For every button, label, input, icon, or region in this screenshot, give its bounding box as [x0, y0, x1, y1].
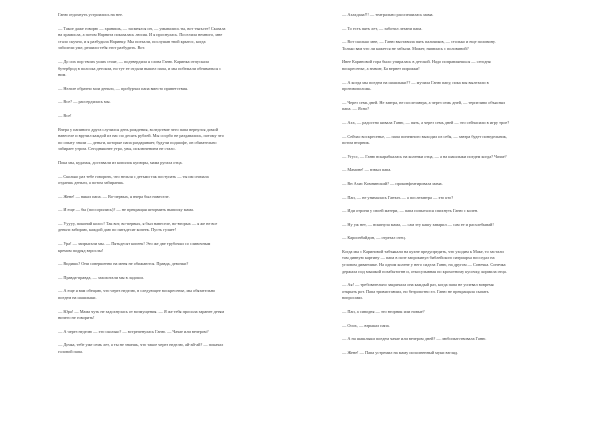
- paragraph: [342, 350, 588, 357]
- text-line: заболели уже, решили тебя этот разбудить. Вот.: [58, 45, 146, 51]
- text-line: — То есть пятъ лет, — заботил лезани папа.: [342, 25, 423, 31]
- text-line: — Ахахдааа!!! — театрально расспешилась мама.: [342, 12, 434, 17]
- text-line: — Через семь дней. Не завтра, не послезавтра, а через семь дней, — терпеливо объяснял: [342, 99, 505, 105]
- text-line: по опыту знали — деньги, которые папа раздаривает, будучи подшофе, он обязательно: [58, 139, 217, 145]
- paragraph: [58, 160, 304, 167]
- text-line: — Жене! — Папа устремил на маму исполненный муки взгляд.: [342, 349, 459, 355]
- text-line: — Пап, — не унималась Ганъть — а послезавтра — это кто?: [342, 194, 454, 200]
- text-line: Пока мы, кудахъя, доставали из копилок купюры, мама ругала отца.: [58, 159, 183, 165]
- text-line: Ивее Кариновой гора было упиралась в детской. Надо поправляешься — сегодня: [342, 59, 491, 65]
- paragraph: [58, 329, 304, 336]
- text-line: — А еще я вам обещаю, что через неделю, в следующее воскресенье, мы обязательно: [58, 288, 216, 294]
- text-line: — Все!: [58, 112, 72, 118]
- text-line: потом вторник.: [342, 140, 370, 146]
- text-line: открыть рот. Папа тривиставчил, но безропотно ел. Ганю не прекращала сыпать: [342, 288, 489, 294]
- text-line: держала под мышкой позабытогвн и, откосулывная по крохотному кусочку, кормила отца.: [342, 268, 507, 274]
- text-line: на храмисла, а потом Нарнита показалась люсия. И я проснулась. Поселила немного, мне: [58, 32, 223, 38]
- paragraph: [342, 80, 588, 93]
- text-line: — Угусс, — Ганю вскарабкалась на коленки отца, — а на шашлыки поедем когда? Чачае?: [342, 153, 507, 159]
- paragraph: [58, 26, 304, 52]
- text-line: — Видишь? Они совершенно на меня не обижаются. Правда, девочки?: [58, 261, 189, 267]
- text-line: Только вам что ли кажется не забыли. Может, няпвлась с половиной?: [342, 45, 469, 51]
- paragraph: [342, 167, 588, 174]
- paragraph: [342, 222, 588, 229]
- text-line: — Ура! — запрыгали мы. — Пятьдесят копеек! Это же две трубочки со сливочным: [58, 241, 211, 247]
- paragraph: [342, 12, 588, 19]
- paragraph: [342, 120, 588, 127]
- text-line: — Вот сколько мне, — Ганю выставила пять пальчиков, — столько и еще половину.: [342, 39, 496, 45]
- text-line: — Пап, а сиводня — это вторник или новые?: [342, 309, 425, 315]
- text-line: Ганю отдохнуть устроились на нее.: [58, 12, 123, 17]
- paragraph: [342, 336, 588, 343]
- paragraph: [342, 323, 588, 330]
- text-line: воскресенье, а значит, Ба вернет пирожки!: [342, 65, 420, 71]
- text-line: — Жене! — вякал папа. — Во-первых, я вчера был навеселе.: [58, 193, 170, 199]
- paragraph: [58, 221, 304, 234]
- text-line: — Иди отрони у своей матери, — папа попытался спихнуть Ганю с колен.: [342, 208, 479, 214]
- text-line: — И еще — бы (поссорились)? — не прекращая штормить выписку мама.: [58, 207, 195, 213]
- text-line: отдаешь деньги, а потом забираешь.: [58, 180, 125, 186]
- text-line: — А когда мы поедем на шашлыки?? — мучила Ганю папу, пока мы вылезали в: [342, 79, 489, 85]
- text-line: — Вн Ахис Комнинский? — проконфеатировала мама.: [342, 180, 443, 186]
- text-line: папа. — Ясно?: [342, 106, 370, 112]
- paragraph: [58, 99, 304, 106]
- text-line: — Дочка, тебе уже семь лет, а ты не знаешь, что такое через неделю, ай-ай-ай? — покачал: [58, 342, 224, 348]
- text-line: угловом диванчике. На одном колене у него сидела Ганю, на другом — Сонечка. Сонечка: [342, 262, 506, 268]
- text-line: — Ахх, — радостно кивала Ганю, — пять, а через семь дней — это сейчасили в игру трое?: [342, 119, 510, 125]
- text-line: — Кароонбайдин, — отрезал отец.: [342, 235, 406, 241]
- text-line: — Мамоне! — взвыл папа.: [342, 167, 392, 173]
- text-line: головой папа.: [58, 349, 83, 354]
- text-line: — Правда-правда, — захохотали мы в ладоши.: [58, 274, 144, 280]
- text-line: — Ооох, — взрыкал папа.: [342, 322, 390, 328]
- text-line: кремом подряд взрослы!: [58, 247, 104, 253]
- paragraph: [342, 282, 588, 302]
- text-line: — Все? — рассердилась мы.: [58, 99, 111, 105]
- paragraph: [58, 261, 304, 268]
- paragraph: [58, 207, 304, 214]
- text-line: ним.: [58, 72, 67, 78]
- text-line: поедем на шашлыки.: [58, 295, 97, 301]
- paragraph: [342, 59, 588, 72]
- paragraph: [342, 235, 588, 242]
- paragraph: [58, 309, 304, 322]
- paragraph: [58, 241, 304, 254]
- text-line: — До сих пор твоих уших стоят, — подтвердила я слова Ганю. Каринка отпускала: [58, 58, 209, 64]
- text-line: — Ууууу, поконий колос! Так вот, во-первых, я был навеселе, во-вторых — я же не все: [58, 220, 218, 226]
- paragraph: [342, 39, 588, 52]
- paragraph: [58, 59, 304, 79]
- text-line: — Ну уж нет, — вскинула мама, — сам эту кашу заварил — сам ее и расхлебывай!: [342, 221, 494, 227]
- paragraph: [342, 134, 588, 147]
- text-line: там дивную картину — папа в позе запрокинул библейского патриарха восседал на: [342, 255, 495, 261]
- text-line: противоположь.: [342, 86, 372, 92]
- text-line: — Ая! — требовательно закричала она каждый раз, когда папа не успевал вовремя: [342, 282, 494, 288]
- text-line: — Юра! — Мама чуть не задохнулась от возмущения. — Я же тебя просила заранее детям: [58, 308, 225, 314]
- text-line: Когда мы с Кариновой табъякали на кухне предупредить, что уходим к Маке, то застали: [342, 248, 504, 254]
- text-line: забирает утром. Сегодняшнее утро, увы, исключением не стало.: [58, 146, 176, 152]
- text-line: деньги забираю, каждой даю по пятьдесят копеек. Пусть гуляет!: [58, 227, 177, 233]
- text-line: бутерброд в полоска детском, но тут ее отдали вышел папа, и мы побежали обниматься с: [58, 65, 222, 71]
- paragraph: [58, 113, 304, 120]
- text-line: — А через неделю — это сколько? — встрепенулась Ганю. — Чачае или вечером?: [58, 328, 209, 334]
- text-line: — Сейчас воскресенье, — папа понемного выходил из себя, — завтра будет понедельник,: [342, 133, 507, 139]
- text-line: — Нельте обратно мои деньги, — пробурчал папа вместо приветствия.: [58, 85, 188, 91]
- text-line: навеселе и вручил каждой из нас по десять рублей. Мы сосрбо не раздавались, потому что: [58, 133, 224, 139]
- paragraph: [58, 342, 304, 355]
- paragraph: [342, 208, 588, 215]
- text-line: стало скучно, и я разбудила Наринку. Мы поехали, послушав твой крытос, когда: [58, 38, 206, 44]
- text-line: ничего не говорить!: [58, 315, 95, 321]
- paragraph: [58, 275, 304, 282]
- paragraph: [342, 309, 588, 316]
- paragraph: [58, 127, 304, 153]
- paragraph: [342, 249, 588, 275]
- paragraph: [58, 12, 304, 19]
- text-line: вопросами.: [342, 295, 363, 301]
- paragraph: [342, 195, 588, 202]
- text-line: — А на шашлыки поедем чачае или вечером дней? — любопытствовала Ганю.: [342, 336, 487, 342]
- text-line: — Такое даже говорю — хранишь, — засмеялся он, — умывались ты, вот тъкъсте! Сказала: [58, 25, 226, 31]
- paragraph: [58, 288, 304, 301]
- text-line: — Сколько раз тебе говорить, что нельзя с детьми так поступать — ты им сначала: [58, 173, 209, 179]
- paragraph: [342, 154, 588, 161]
- paragraph: [58, 194, 304, 201]
- paragraph: [342, 181, 588, 188]
- text-line: Вчера у папиного друга случился день рождения, вследствие чего папа вернулся домой: [58, 126, 218, 132]
- paragraph: [58, 86, 304, 93]
- left-text-column: [58, 12, 304, 363]
- paragraph: [342, 100, 588, 113]
- paragraph: [58, 174, 304, 187]
- paragraph: [342, 26, 588, 33]
- right-text-column: [342, 12, 588, 363]
